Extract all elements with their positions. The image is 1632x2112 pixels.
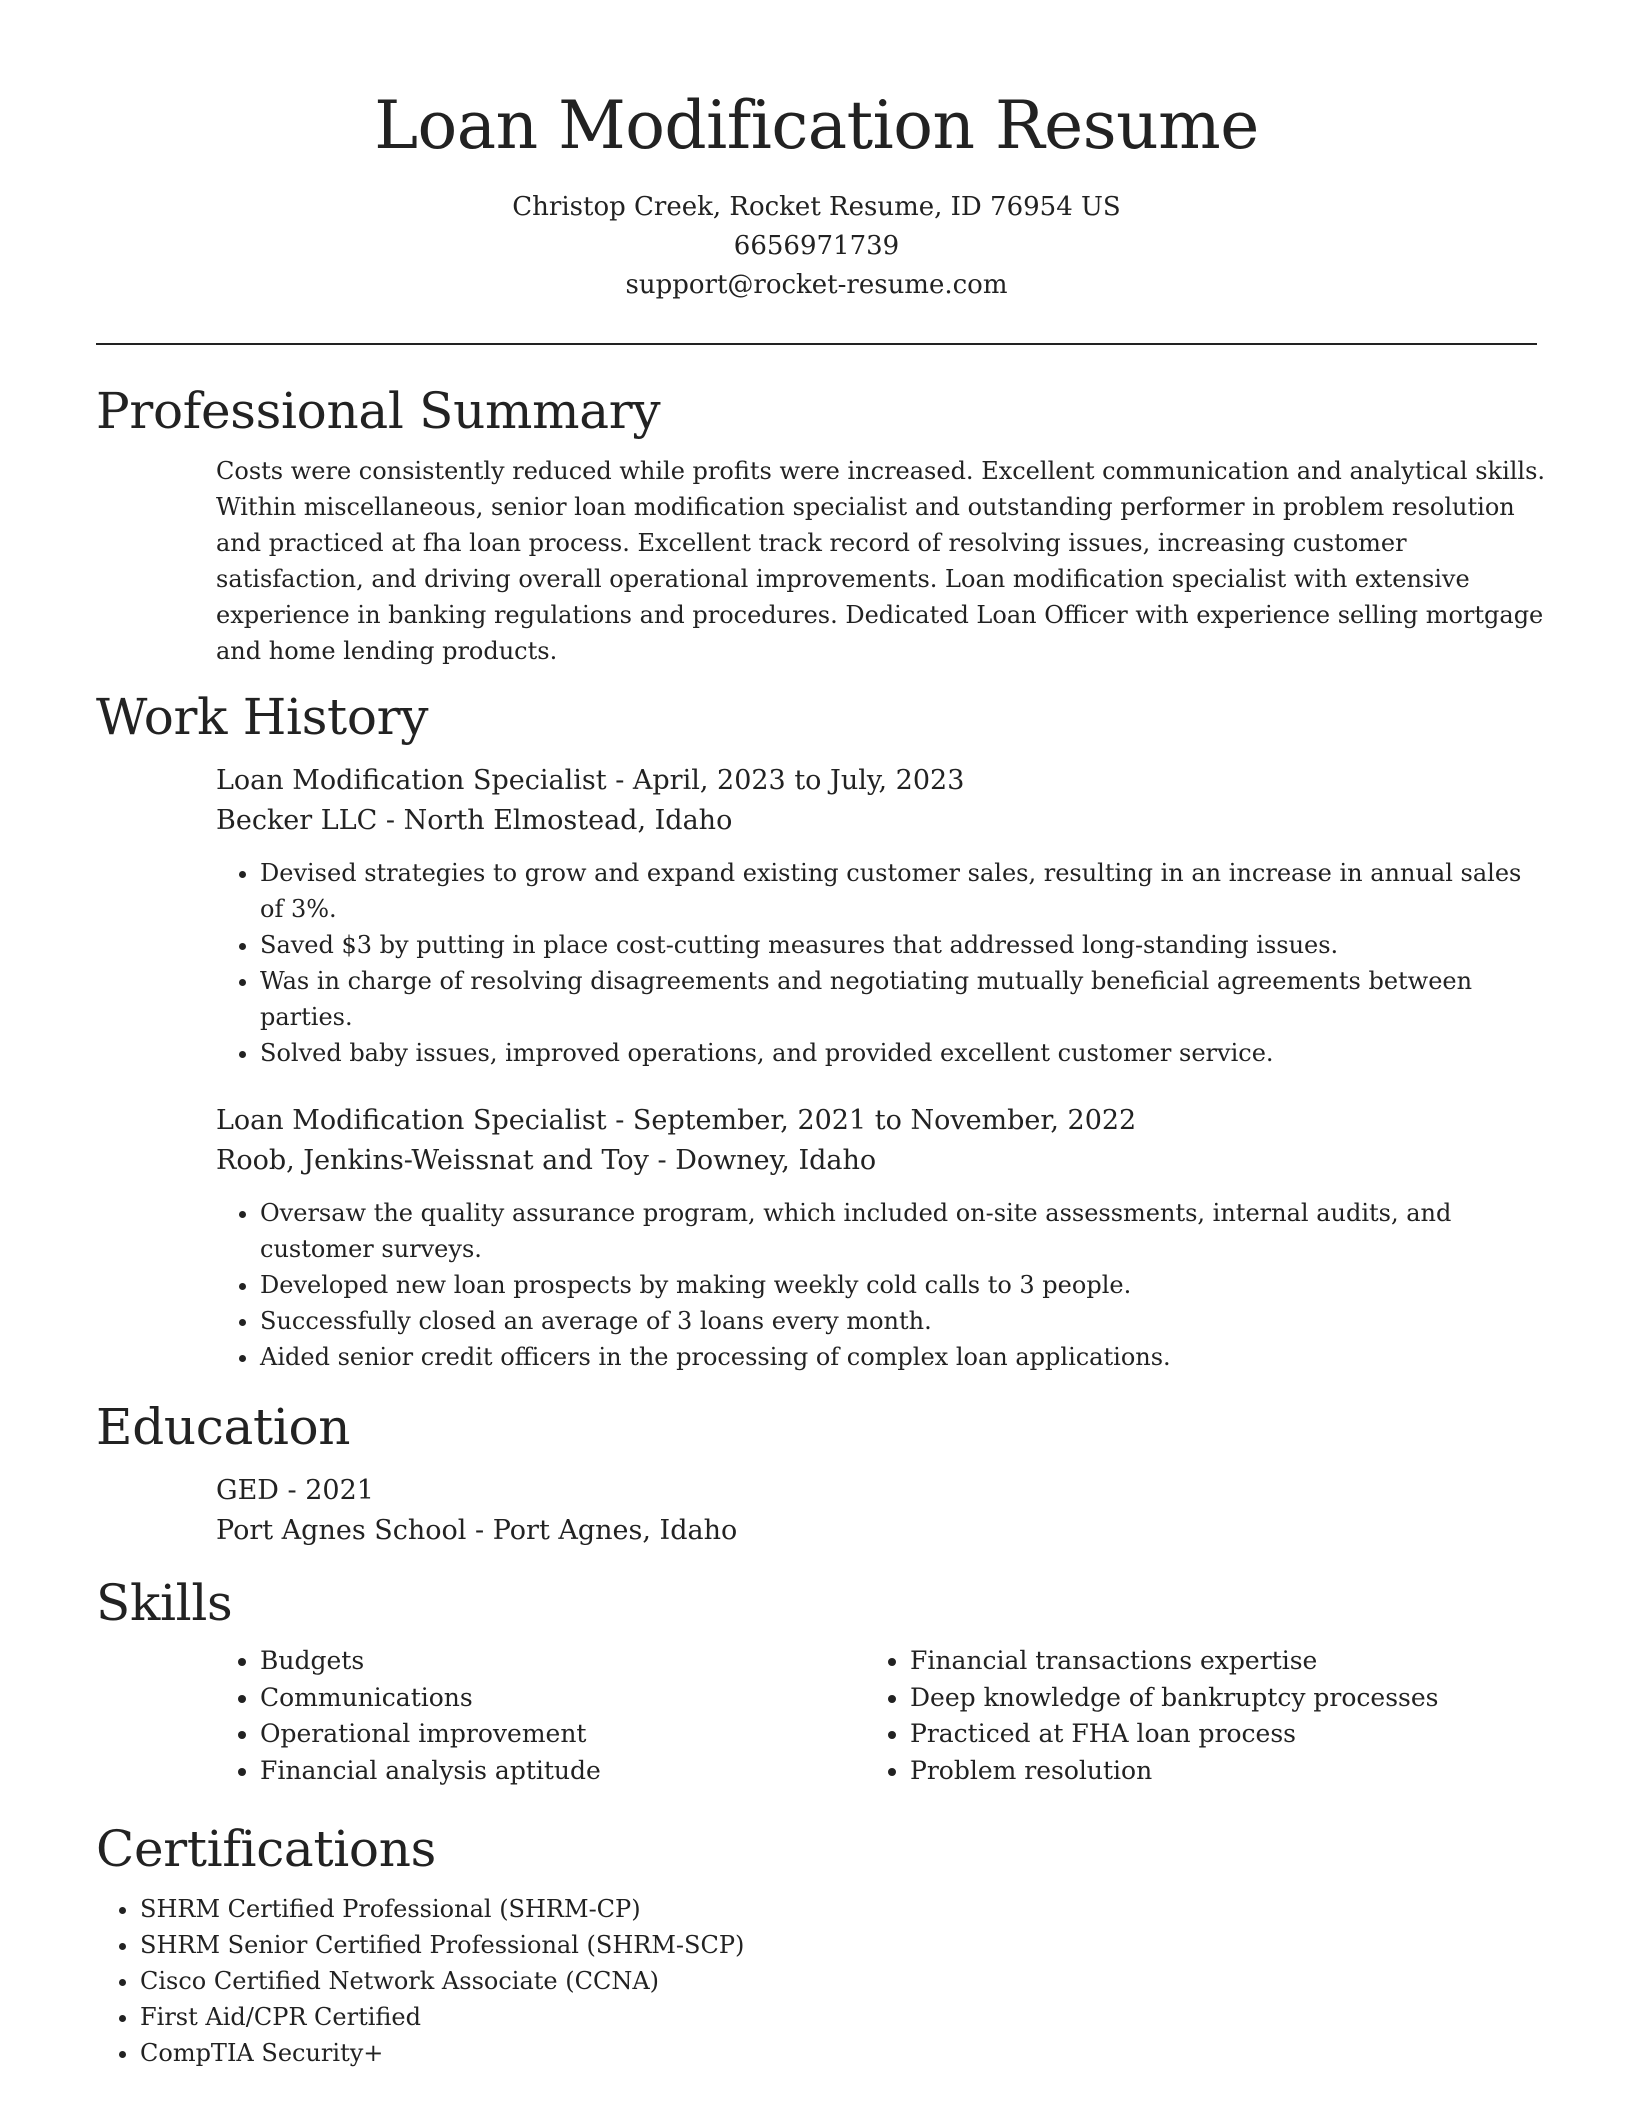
job-role: Loan Modification Specialist — [216, 765, 607, 796]
job-dates: - September, 2021 to November, 2022 — [606, 1105, 1137, 1136]
summary-section — [96, 379, 1546, 669]
education-school: Port Agnes School — [216, 1515, 467, 1546]
resume-title: Loan Modification Resume — [374, 87, 1259, 164]
job-bullet: • Solved baby issues, improved operations, and provided excellent customer service. — [260, 1035, 1537, 1071]
education-location: - Port Agnes, Idaho — [466, 1515, 738, 1546]
job-bullets — [216, 1195, 1537, 1375]
job-bullet: • Was in charge of resolving disagreements and negotiating mutually beneficial agreements between parties. — [260, 963, 1537, 1035]
skill-item: • Practiced at FHA loan process — [910, 1716, 1516, 1753]
job-bullet: • Oversaw the quality assurance program, which included on-site assessments, internal audits, and customer surveys. — [260, 1195, 1537, 1267]
resume-page — [96, 0, 1546, 2071]
job-title-line — [216, 1101, 1537, 1141]
job-entry — [216, 761, 1537, 1071]
summary-text: Costs were consistently reduced while profits were increased. Excellent communication and analytical skills. Within miscellaneous, senior loan modification specialist and outstanding performer in problem resolution and practiced at fha loan process. Excellent track record of resolving issues, increasing customer satisfaction, and driving overall operational improvements. Loan modification specialist with extensive experience in banking regulations and procedures. Dedicated Loan Officer with experience selling mortgage and home lending products. — [216, 457, 1546, 665]
education-degree: GED — [216, 1475, 279, 1506]
skill-item: • Budgets — [260, 1643, 866, 1680]
contact-phone: 6656971739 — [733, 231, 900, 261]
work-history-section — [96, 685, 1537, 1375]
job-bullet: • Saved $3 by putting in place cost-cutting measures that addressed long-standing issues. — [260, 927, 1537, 963]
skills-grid — [216, 1643, 1537, 1789]
job-company-line — [216, 1141, 1537, 1181]
section-title-education: Education — [96, 1398, 351, 1456]
certification-item: • Cisco Certified Network Associate (CCNA) — [140, 1963, 1537, 1999]
skills-section — [96, 1571, 1537, 1789]
job-location: - Downey, Idaho — [648, 1145, 877, 1176]
job-company-line — [216, 801, 1537, 841]
job-company: Becker LLC — [216, 805, 378, 836]
skill-item: • Financial transactions expertise — [910, 1643, 1516, 1680]
job-location: - North Elmostead, Idaho — [377, 805, 733, 836]
education-degree-line — [216, 1471, 1537, 1511]
contact-email: support@rocket-resume.com — [625, 270, 1008, 300]
job-entry — [216, 1101, 1537, 1375]
education-section — [96, 1395, 1537, 1551]
certification-item: • SHRM Certified Professional (SHRM-CP) — [140, 1891, 1537, 1927]
skill-item: • Operational improvement — [260, 1716, 866, 1753]
certifications-section — [96, 1817, 1537, 2071]
education-year: - 2021 — [278, 1475, 374, 1506]
job-title-line — [216, 761, 1537, 801]
section-title-certifications: Certifications — [96, 1820, 436, 1878]
skill-item: • Problem resolution — [910, 1753, 1516, 1790]
job-dates: - April, 2023 to July, 2023 — [606, 765, 965, 796]
section-title-work-history: Work History — [96, 688, 429, 746]
skill-item: • Financial analysis aptitude — [260, 1753, 866, 1790]
section-title-skills: Skills — [96, 1574, 233, 1632]
job-bullet: • Devised strategies to grow and expand existing customer sales, resulting in an increase in annual sales of 3%. — [260, 855, 1537, 927]
header-divider — [96, 343, 1537, 345]
skill-item: • Communications — [260, 1680, 866, 1717]
job-bullet: • Successfully closed an average of 3 loans every month. — [260, 1303, 1537, 1339]
certification-item: • CompTIA Security+ — [140, 2035, 1537, 2071]
resume-header — [96, 0, 1537, 305]
education-entry — [216, 1471, 1537, 1551]
job-bullet: • Developed new loan prospects by making weekly cold calls to 3 people. — [260, 1267, 1537, 1303]
certification-item: • First Aid/CPR Certified — [140, 1999, 1537, 2035]
section-title-summary: Professional Summary — [96, 382, 661, 440]
skills-column-2 — [866, 1643, 1516, 1789]
job-role: Loan Modification Specialist — [216, 1105, 607, 1136]
certifications-list — [96, 1891, 1537, 2071]
skill-item: • Deep knowledge of bankruptcy processes — [910, 1680, 1516, 1717]
education-school-line — [216, 1511, 1537, 1551]
job-company: Roob, Jenkins-Weissnat and Toy — [216, 1145, 649, 1176]
skills-column-1 — [216, 1643, 866, 1789]
job-bullet: • Aided senior credit officers in the processing of complex loan applications. — [260, 1339, 1537, 1375]
contact-address: Christop Creek, Rocket Resume, ID 76954 US — [512, 192, 1121, 222]
certification-item: • SHRM Senior Certified Professional (SHRM-SCP) — [140, 1927, 1537, 1963]
job-bullets — [216, 855, 1537, 1071]
